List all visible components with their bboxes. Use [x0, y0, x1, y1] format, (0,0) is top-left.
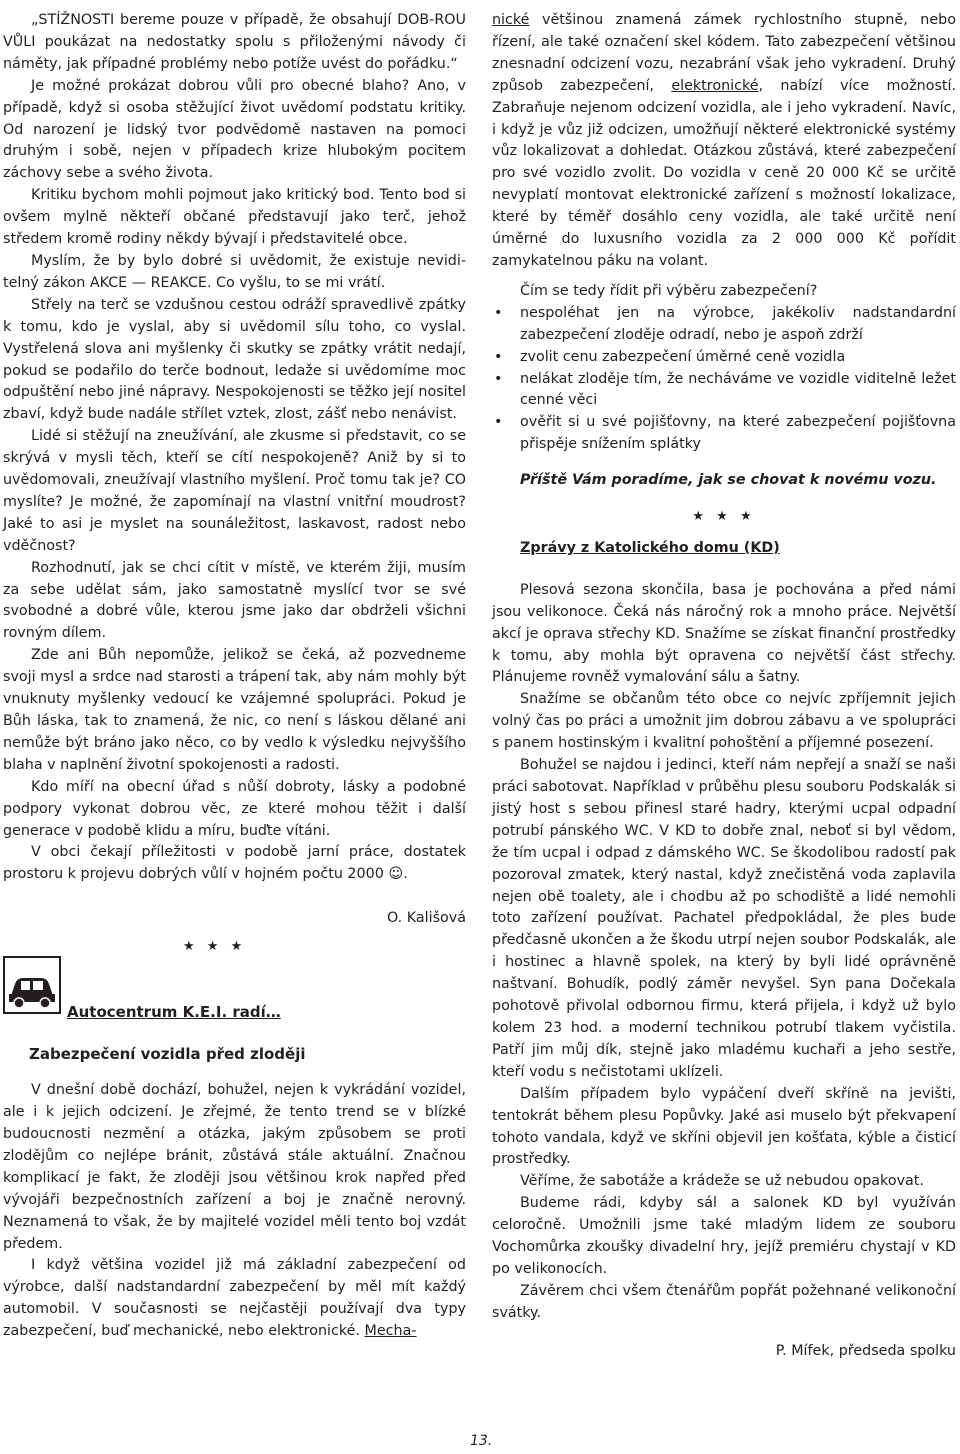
paragraph-text: , nabízí více možností. Zabraňuje nejenom odcizení vozidla, ale i jeho vykradení. Navíc, i když je vůz již odcizen, umožňují některé elektronické systémy vůz lokalizovat a dohledat. Otázkou zůstává, které zabezpečení pro své vozidlo zvolit. Do vozidla v ceně 20 000 Kč se určitě nevyplatí montovat elektronické zařízení s možností lokalizace, které by téměř dosáhlo ceny vozidla, ale také určitě není úměrné do luxusního vozidla za 2 000 000 Kč pořídit zamykatelnou páku na volant.: [492, 77, 957, 269]
signature: P. Mífek, předseda spolku: [775, 1342, 956, 1359]
list-item: • ověřit si u své pojišťovny, na které zabezpečení pojišťovna přispěje snížením splátky: [492, 412, 956, 456]
separator-stars: ★ ★ ★: [183, 939, 247, 955]
list-item: • nelákat zloděje tím, že necháváme ve vozidle viditelně ležet cenné věci: [492, 369, 956, 413]
paragraph: V obci čekají příležitosti v podobě jarní práce, dostatek prostoru k projevu dobrých vůlí v hojném počtu 2000 ☺.: [3, 844, 466, 883]
paragraph: Zde ani Bůh nepomůže, jelikož se čeká, až pozvedneme svoji mysl a srdce nad starosti a trápení tak, aby nám mohly být vnuknuty myšlenky vedoucí ke vzájemné spolupráci. Pokud je Bůh láska, tak to znamená, že nic, co není s láskou dělané ani nemůže být bráno jako něco, co by vedlo k výsledku nejvyššího blaha v naplnění životní spokojenosti a radosti.: [3, 647, 466, 773]
left-column: [3, 10, 466, 1343]
paragraph: Závěrem chci všem čtenářům popřát požehnané velikonoční svátky.: [492, 1282, 956, 1321]
paragraph: Lidé si stěžují na zneužívání, ale zkusme si představit, co se skrývá v mysli těch, kteří se cítí nespokojeně? Aniž by si to uvědomovali, zneužívají vlastního myšlení. Proč tomu tak je? CO myslíte? Je možné, že zapomínají na vlastní vnitřní moudrost? Jaké to asi je myslet na sounáležitost, laskavost, radost nebo vděčnost?: [3, 428, 466, 554]
list-item: • nespoléhat jen na výrobce, jakékoliv nadstandardní zabezpečení zloděje odradí, nebo je aspoň zdrží: [492, 303, 956, 347]
list-item: • zvolit cenu zabezpečení úměrné ceně vozidla: [492, 347, 956, 369]
closing-note: Příště Vám poradíme, jak se chovat k novému vozu.: [520, 472, 937, 489]
paragraph: Střely na terč se vzdušnou cestou odráží spravedlivě zpátky k tomu, kdo je vyslal, aby si uvědomil sílu toho, co vyslal. Vystřelená slova ani myšlenky či skutky se zpátky vrátit nedají, pokud se podařilo do terče bodnout, ledaže si uvědomíme moc odpuštění nebo jiné nápravy. Nespokojenosti se těžko její nositel zbaví, když bude nadále střílet vztek, zlost, zášť nebo nenávist.: [3, 296, 466, 423]
question: Čím se tedy řídit při výběru zabezpečení?: [520, 282, 818, 299]
page-number: 13.: [470, 1433, 493, 1449]
paragraph: Věříme, že sabotáže a krádeže se už nebudou opakovat.: [520, 1173, 924, 1190]
paragraph: Snažíme se občanům této obce co nejvíc zpříjemnit jejich volný čas po práci a umožnit jim dobrou zábavu a ve spolupráci s panem hostinským i kvalitní pohoštění a příjemné posezení.: [492, 691, 956, 752]
signature: O. Kališová: [386, 910, 466, 927]
section-subtitle: Zabezpečení vozidla před zloději: [29, 1045, 306, 1064]
section-title: Zprávy z Katolického domu (KD): [520, 539, 780, 556]
paragraph: Plesová sezona skončila, basa je pochována a před námi jsou velikonoce. Čeká nás náročný rok a mnoho práce. Největší akcí je oprava střechy KD. Snažíme se získat finanční prostředky k tomu, aby mohla být opravena co největší část střechy. Plánujeme rovněž vymalování sálu a šatny.: [492, 581, 956, 686]
bullet-list: [492, 303, 956, 456]
paragraph: Je možné prokázat dobrou vůli pro obecné blaho? Ano, v případě, když si osoba stěžující život uvědomí podstatu kritiky. Od narození je lidský tvor podvědomě nastaven na pomoci druhým i sobě, nejen v případech krize hlubokým pocitem záchovy sebe a svého života.: [3, 77, 466, 182]
paragraph-text: většinou znamená zámek rychlostního stupně, nebo řízení, ale také označení skel kódem. Tato zabezpečení většinou znesnadní odcizení vozu, nezabrání však jeho vykradení. Druhý způsob zabezpečení,: [492, 12, 956, 94]
paragraph: [492, 10, 956, 273]
paragraph: [3, 1255, 466, 1343]
paragraph: Dalším případem bylo vypáčení dveří skříně na jevišti, tentokrát během plesu Popůvky. Jaké asi muselo být překvapení tohoto vandala, když ve skříni objevil jen košťata, kýble a čisticí prostředky.: [492, 1085, 956, 1168]
underlined-term: nické: [492, 12, 530, 28]
paragraph: Rozhodnutí, jak se chci cítit v místě, ve kterém žiji, musím za sebe udělat sám, jako samostatně myslící tvor se své svobodné a dobré vůle, kterou jsme jako dar obdrželi všichni rovným dílem.: [3, 559, 466, 642]
autocentrum-header: [3, 936, 466, 1066]
paragraph: Budeme rádi, kdyby sál a salonek KD byl využíván celoročně. Umožnili jsme také mladým lidem ze souboru Vochomůrka zkoušky divadelní hry, jejíž premiéru chystají v KD po velikonocích.: [492, 1195, 956, 1277]
right-column: [492, 10, 956, 1363]
paragraph: V dnešní době dochází, bohužel, nejen k vykrádání vozidel, ale i k jejich odcizení. Je zřejmé, že tento trend se v blízké budoucnosti nezmění a otázka, jakým způsobem se proti zlodějům co nejlépe bránit, zůstává stále aktuální. Značnou komplikací je fakt, že zloději jsou většinou krok napřed před vývojáři bezpečnostních zařízení a boj je značně nerovný. Neznamená to však, že by majitelé vozidel měli tento boj vzdát předem.: [3, 1082, 466, 1252]
underlined-term: Mecha-: [364, 1323, 417, 1340]
car-icon: [3, 956, 61, 1014]
paragraph: „STÍŽNOSTI bereme pouze v případě, že obsahují DOB-ROU VŮLI poukázat na nedostatky spolu s přiloženými návody či náměty, jak případné problémy nebo potíže uvést do pořádku.“: [3, 12, 466, 72]
separator-stars: ★ ★ ★: [692, 509, 756, 525]
underlined-term: elektronické: [671, 77, 759, 94]
section-title: Autocentrum K.E.I. radí…: [67, 1003, 281, 1022]
paragraph-text: I když většina vozidel již má základní zabezpečení od výrobce, další nadstandardní zabezpečení by měl mít každý automobil. V současnosti se nejčastěji používají dva typy zabezpečení, buď mechanické, nebo elektronické.: [3, 1257, 466, 1340]
paragraph: Bohužel se najdou i jedinci, kteří nám nepřejí a snaží se naši práci sabotovat. Například v průběhu plesu souboru Podskalák si jistý host s sebou přinesl staré hadry, kterými ucpal odpadní potrubí pánského WC. V KD to dobře znal, neboť si byl vědom, že tím ucpal i odpad z dámského WC. Se škodolibou radostí pak pozoroval zmatek, který nastal, když znečistěná voda zaplavila nejen obě toalety, ale i chodbu až po schodiště a lidé nemohli toto zařízení používat. Pachatel předpokládal, že ples bude předčasně ukončen a že škodu utrpí nejen soubor Podskalák, ale i hostinec a hlavně spolek, na který by byli lidé oprávněně naštvaní. Bohudík, podlý záměr nevyšel. Syn pana Dočekala pohotově přivolal odbornou firmu, která přijela, i když už bylo kolem 23 hod. a moderní technikou potrubí tlakem vyčistila. Patří jim můj dík, stejně jako mladému kuchaři a jeho sestře, kteří vodu s nečistotami uklízeli.: [492, 757, 956, 1080]
paragraph: Kritiku bychom mohli pojmout jako kritický bod. Tento bod si ovšem mylně někteří občané představují jako terč, jehož středem kromě rodiny někdy bývají i představitelé obce.: [3, 187, 466, 248]
paragraph: Kdo míří na obecní úřad s nůší dobroty, lásky a podobné podpory vykonat dobrou věc, ze které mohou těžit i další generace v podobě klidu a míru, buďte vítáni.: [3, 778, 466, 839]
paragraph: Myslím, že by bylo dobré si uvědomit, že existuje nevidi-telný zákon AKCE — REAKCE. Co vyšlu, to se mi vrátí.: [3, 252, 466, 291]
